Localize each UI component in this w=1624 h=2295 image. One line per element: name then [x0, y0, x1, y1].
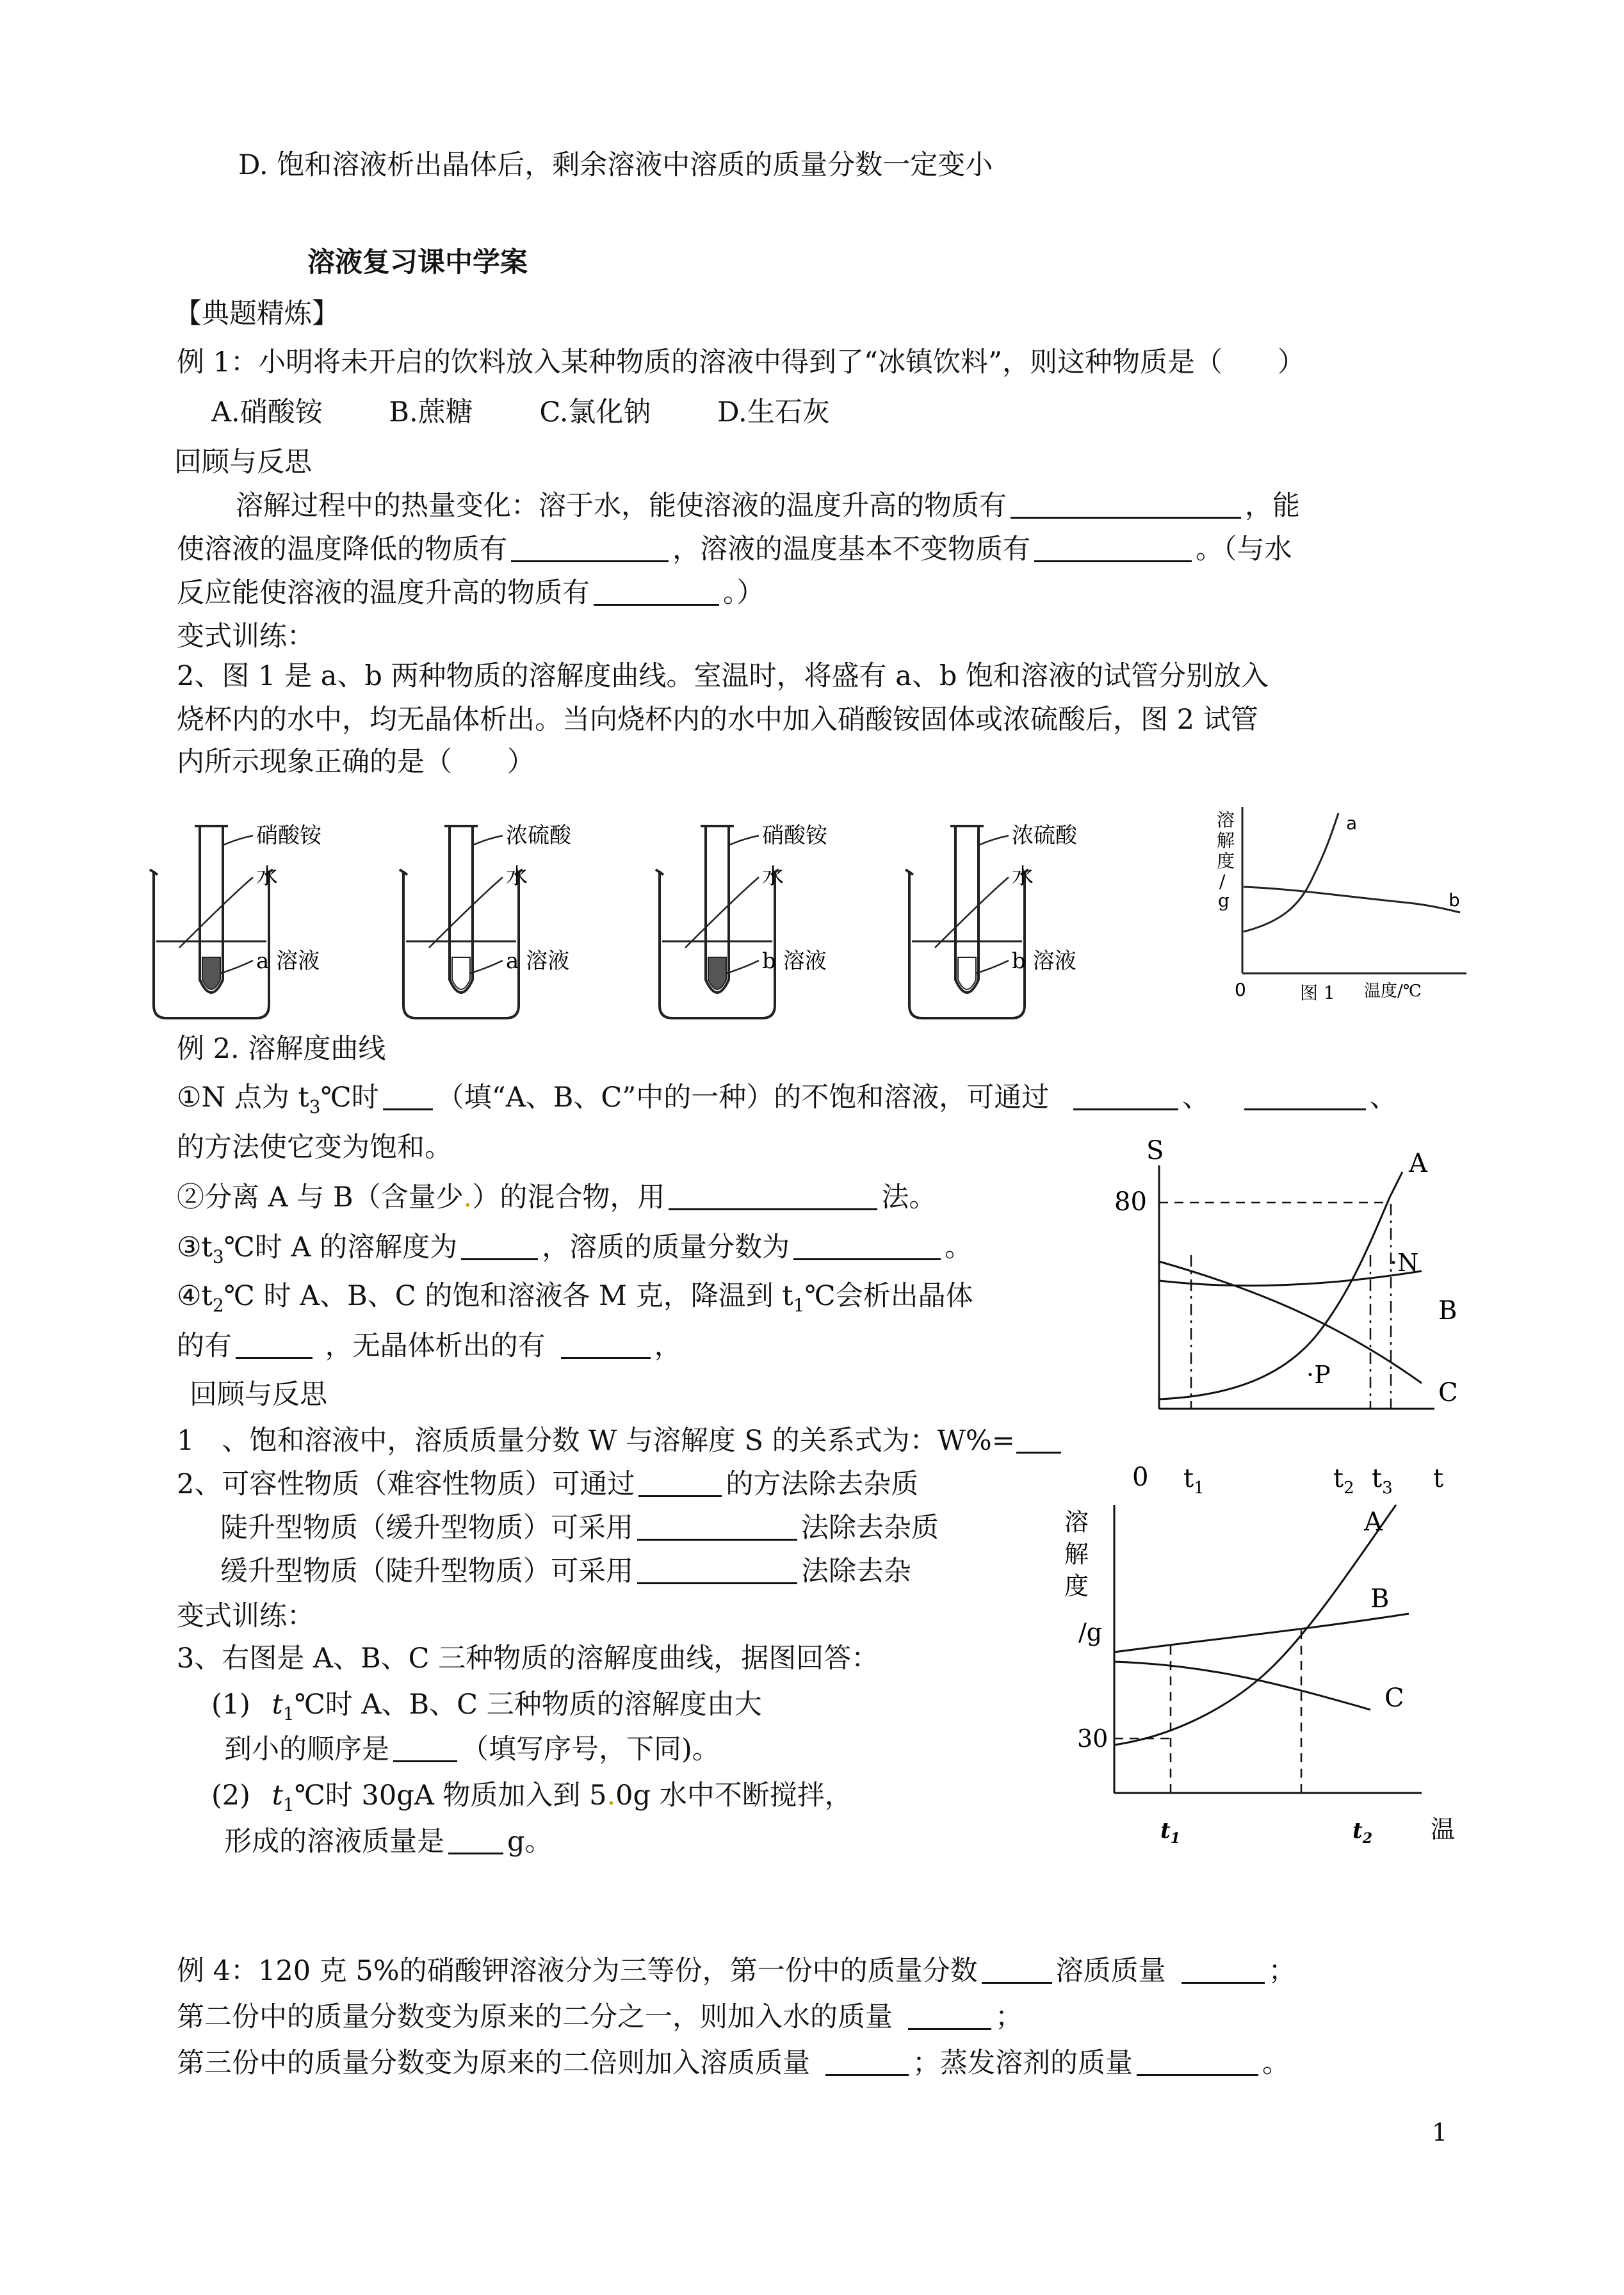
tube-solution: [708, 957, 726, 989]
g3-label-b: B: [1370, 1584, 1390, 1614]
blank-steep-method[interactable]: [637, 1509, 797, 1541]
ex2-q3: $③t_3℃$时 A 的溶解度为 ，溶质的质量分数为 。: [177, 1228, 972, 1276]
g3-t1: $t_1$: [1160, 1818, 1181, 1847]
variant2-p1: (1) $t_1℃$时 A、B、C 三种物质的溶解度由大: [211, 1689, 762, 1724]
fig1-label-b: b: [1449, 889, 1460, 911]
tube-solution: [452, 957, 470, 989]
ex1-option-d: D.生石灰: [717, 396, 830, 428]
variant2-p2-line2: 形成的溶液质量是 g。: [224, 1822, 553, 1861]
ex2-title: 例 2. 溶解度曲线: [177, 1033, 386, 1065]
beaker-label-solution: a 溶液: [506, 948, 570, 974]
ex1-option-b: B.蔗糖: [389, 396, 473, 428]
typical-heading: 【典题精炼】: [174, 298, 339, 330]
figure1-solubility-chart: [1204, 794, 1473, 1005]
fig1-curve-b: [1244, 887, 1460, 912]
ex2-q1-line2: 的方法使它变为饱和。: [177, 1131, 452, 1164]
g3-yunit: /g: [1078, 1618, 1103, 1646]
beaker-label-water: 水: [256, 864, 278, 889]
fig1-ylabel-char: g: [1218, 890, 1230, 911]
pointer-solution: [220, 961, 253, 973]
pointer-water: [179, 877, 253, 948]
fig1-label-a: a: [1346, 813, 1358, 834]
blank-method-1[interactable]: [1073, 1079, 1178, 1110]
section-title: 溶液复习课中学案: [307, 247, 528, 279]
variant2-q3: 3、右图是 A、B、C 三种物质的溶解度曲线，据图回答：: [177, 1642, 879, 1675]
ex1-option-c: C.氯化钠: [539, 396, 651, 428]
fig1-ylabel-char: 度: [1217, 850, 1235, 872]
g2-t: t: [1433, 1464, 1444, 1493]
ex1-options: [211, 393, 888, 432]
pointer-water: [429, 877, 503, 948]
pointer-top: [223, 836, 253, 845]
pointer-water: [935, 877, 1009, 948]
beaker-rim: [400, 870, 523, 875]
g3-curve-a: [1114, 1505, 1396, 1745]
g2-label-n: ·N: [1390, 1249, 1419, 1277]
blank-evaporate-mass[interactable]: [1137, 2045, 1258, 2076]
beaker-rim: [905, 870, 1028, 875]
review1-title: 回顾与反思: [174, 446, 312, 478]
g2-curve-c: [1159, 1261, 1422, 1383]
blank-solute-added[interactable]: [825, 2045, 909, 2076]
blank-heat-same[interactable]: [1034, 531, 1192, 562]
g2-label-a: A: [1409, 1149, 1427, 1178]
fig1-ylabel-char: /: [1219, 871, 1226, 892]
beaker-label-solution: b 溶液: [762, 948, 827, 974]
pointer-top: [729, 836, 759, 845]
fig1-xlabel: 温度/℃: [1364, 982, 1422, 1001]
review2-r2: 2、可容性物质（难容性物质）可通过 的方法除去杂质: [177, 1465, 918, 1504]
option-d-line: D. 饱和溶液析出晶体后，剩余溶液中溶质的质量分数一定变小: [238, 149, 993, 181]
pointer-solution: [726, 961, 759, 973]
pointer-top: [473, 836, 503, 845]
blank-react-heat[interactable]: [594, 574, 719, 606]
variant2-p1-line2: 到小的顺序是 （填写序号，下同)。: [224, 1730, 720, 1769]
beaker-figure: [905, 823, 1078, 1018]
blank-separation-method[interactable]: [669, 1179, 877, 1210]
fig1-ylabel: [1217, 809, 1235, 911]
ex4-line1: 例 4：120 克 5%的硝酸钾溶液分为三等份，第一份中的质量分数 溶质质量 ；: [177, 1952, 1296, 1990]
beaker-label-top: 硝酸铵: [256, 823, 321, 848]
beaker-outline: [909, 871, 1025, 1018]
ex4-line2: 第二份中的质量分数变为原来的二分之一，则加入水的质量 ；: [177, 1998, 1023, 2036]
beaker-rim: [656, 870, 779, 875]
review1-line2: 使溶液的温度降低的物质有 ，溶液的温度基本不变物质有 。（与水: [177, 530, 1292, 569]
beaker-label-top: 浓硫酸: [506, 823, 571, 848]
beaker-label-top: 浓硫酸: [1012, 823, 1077, 848]
g2-y80: 80: [1114, 1187, 1147, 1217]
graph2-solubility-chart: [1089, 1127, 1486, 1498]
beaker-label-water: 水: [762, 864, 784, 889]
g2-t3: $t_3$: [1372, 1464, 1393, 1498]
ex1-option-a: A.硝酸铵: [211, 396, 323, 428]
review2-r4: 缓升型物质（陡升型物质）可采用 法除去杂: [220, 1552, 911, 1591]
blank-mass-fraction[interactable]: [793, 1229, 941, 1260]
variant1-q2-line2: 烧杯内的水中，均无晶体析出。当向烧杯内的水中加入硝酸铵固体或浓硫酸后，图 2 试管: [177, 704, 1258, 736]
g2-s-label: S: [1146, 1136, 1164, 1165]
blank-method-2[interactable]: [1244, 1079, 1366, 1110]
ex1-question: 例 1：小明将未开启的饮料放入某种物质的溶液中得到了“冰镇饮料”，则这种物质是（ ）: [177, 346, 1305, 378]
fig1-caption: 图 1: [1300, 982, 1335, 1003]
blank-heat-up[interactable]: [1011, 487, 1241, 519]
blank-w-formula[interactable]: [1016, 1422, 1061, 1454]
g3-ylabel: [1064, 1508, 1102, 1646]
tube-solution: [958, 957, 976, 989]
pointer-top: [978, 836, 1009, 845]
blank-n-substance[interactable]: [383, 1079, 433, 1110]
fig1-origin: 0: [1235, 979, 1246, 1000]
review1-line1: 溶解过程中的热量变化：溶于水，能使溶液的温度升高的物质有 ，能: [236, 487, 1300, 525]
review2-r1: 1 、饱和溶液中，溶质质量分数 W 与溶解度 S 的关系式为：W%=: [177, 1422, 1065, 1460]
ex4-line3: 第三份中的质量分数变为原来的二倍则加入溶质质量 ；蒸发溶剂的质量 。: [177, 2044, 1290, 2082]
blank-water-mass[interactable]: [908, 1999, 991, 2030]
pointer-solution: [470, 961, 503, 973]
blank-solution-mass[interactable]: [448, 1823, 503, 1854]
blank-crystal-yes[interactable]: [236, 1327, 313, 1359]
review2-r3: 陡升型物质（缓升型物质）可采用 法除去杂质: [220, 1509, 939, 1547]
fig1-ylabel-char: 解: [1217, 830, 1235, 851]
ex2-q2: ②分离 A 与 B（含量少.）的混合物，用 法。: [177, 1178, 936, 1217]
blank-first-fraction[interactable]: [982, 1952, 1052, 1984]
ex2-q1: ①N 点为 $t_3℃$时 （填“A、B、C”中的一种）的不饱和溶液，可通过 、 、: [177, 1078, 1397, 1126]
beaker-label-water: 水: [506, 864, 528, 889]
g2-origin: 0: [1132, 1463, 1149, 1492]
g2-label-b: B: [1438, 1296, 1458, 1326]
blank-heat-down[interactable]: [511, 531, 669, 562]
g3-curve-c: [1114, 1662, 1370, 1710]
g2-label-c: C: [1438, 1378, 1458, 1407]
g3-ylabel-char: 解: [1064, 1540, 1089, 1568]
graph3-solubility-chart: [1050, 1498, 1473, 1857]
variant2-title: 变式训练：: [177, 1600, 314, 1632]
page-number: 1: [1432, 2118, 1448, 2146]
g2-t2: $t_2$: [1333, 1464, 1354, 1498]
g2-label-p: ·P: [1306, 1361, 1331, 1389]
beaker-figures: [141, 820, 1127, 1025]
variant2-p2: (2) $t_1℃$时 30gA 物质加入到 5.0g 水中不断搅拌，: [211, 1780, 852, 1815]
review2-title: 回顾与反思: [190, 1379, 327, 1411]
beaker-outline: [660, 871, 775, 1018]
g3-curve-b: [1114, 1614, 1409, 1652]
beaker-label-solution: a 溶液: [256, 948, 320, 974]
beaker-figure: [656, 823, 828, 1018]
pointer-solution: [976, 961, 1009, 973]
blank-gentle-method[interactable]: [637, 1553, 797, 1584]
blank-crystal-no[interactable]: [561, 1327, 651, 1359]
beaker-label-top: 硝酸铵: [762, 823, 827, 848]
ex2-q4: $④t_2℃$ 时 A、B、C 的饱和溶液各 M 克，降温到 $t_1℃$会析出晶体: [177, 1280, 973, 1316]
beaker-outline: [403, 871, 519, 1018]
fig1-ylabel-char: 溶: [1217, 809, 1235, 831]
blank-soluble-method[interactable]: [638, 1466, 722, 1497]
blank-order[interactable]: [393, 1731, 457, 1762]
fig1-curve-a: [1244, 813, 1338, 932]
beaker-figure: [400, 823, 572, 1018]
beaker-label-solution: b 溶液: [1012, 948, 1076, 974]
blank-a-solubility[interactable]: [461, 1229, 538, 1260]
g3-label-a: A: [1364, 1507, 1383, 1537]
ex2-q4-line2: 的有 ，无晶体析出的有 ，: [177, 1327, 682, 1365]
pointer-water: [685, 877, 759, 948]
tube-solution: [202, 957, 220, 989]
beaker-rim: [150, 870, 273, 875]
g3-ylabel-char: 度: [1064, 1572, 1089, 1600]
g3-ylabel-char: 溶: [1064, 1508, 1089, 1536]
g2-t1: $t_1$: [1183, 1464, 1205, 1498]
beaker-figure: [150, 823, 322, 1018]
g3-t2: $t_2$: [1352, 1818, 1373, 1847]
variant1-title: 变式训练：: [177, 620, 314, 653]
blank-first-mass[interactable]: [1181, 1952, 1265, 1984]
review1-line3: 反应能使溶液的温度升高的物质有 。）: [177, 574, 765, 612]
variant1-q2-line3: 内所示现象正确的是（ ）: [177, 746, 535, 778]
g3-label-c: C: [1384, 1683, 1404, 1713]
variant1-q2-line1: 2、图 1 是 a、b 两种物质的溶解度曲线。室温时，将盛有 a、b 饱和溶液的试管分别放入: [177, 660, 1269, 692]
beaker-label-water: 水: [1012, 864, 1034, 889]
g3-xlabel: 温: [1431, 1815, 1456, 1844]
beaker-outline: [154, 871, 269, 1018]
g3-y30: 30: [1077, 1724, 1108, 1753]
